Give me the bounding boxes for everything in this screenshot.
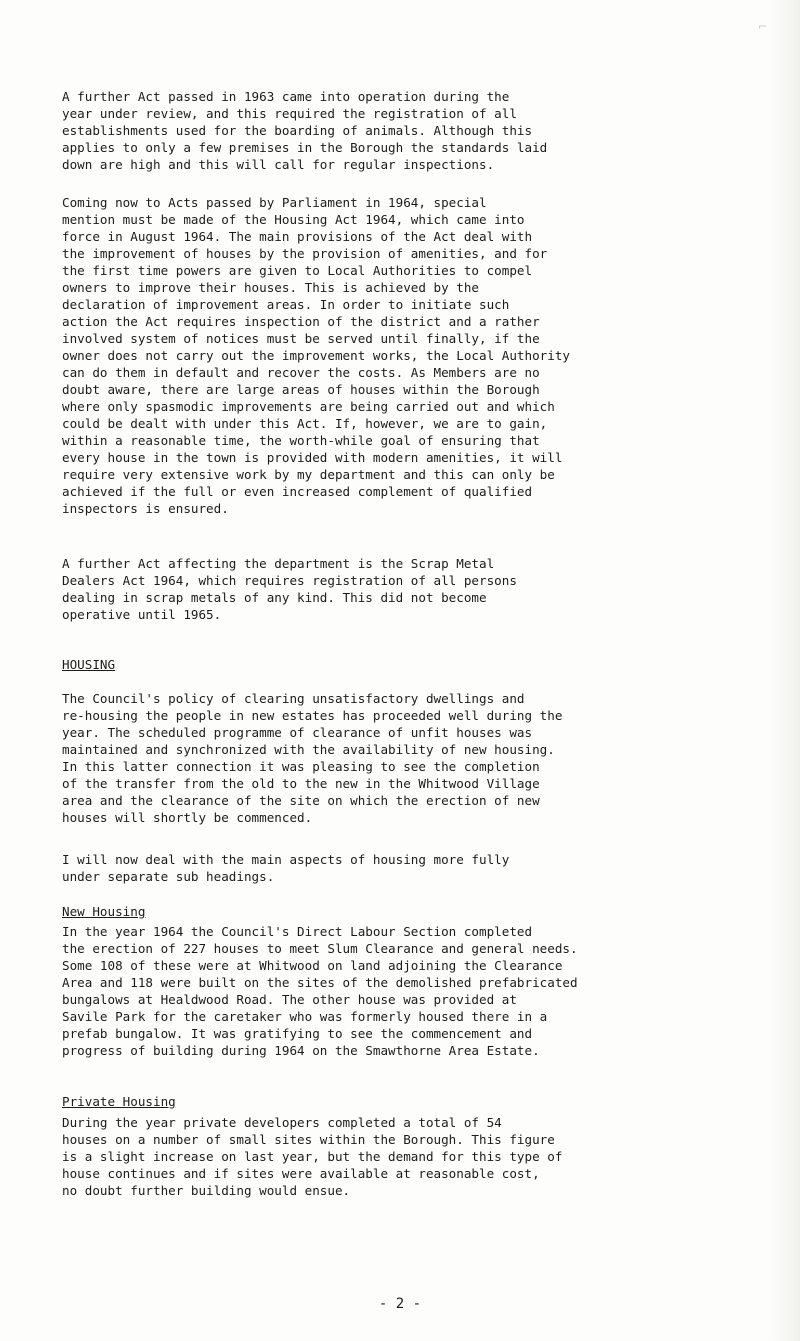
text-line: operative until 1965. bbox=[62, 607, 222, 622]
text-line: where only spasmodic improvements are being carried out and which bbox=[62, 399, 555, 414]
text-line: year. The scheduled programme of clearance of unfit houses was bbox=[62, 725, 533, 740]
text-line: During the year private developers completed a total of 54 bbox=[62, 1115, 502, 1130]
text-line: the first time powers are given to Local Authorities to compel bbox=[62, 263, 533, 278]
text-line: involved system of notices must be served until finally, if the bbox=[62, 331, 540, 346]
paragraph-main-aspects bbox=[62, 851, 752, 885]
text-line: The Council's policy of clearing unsatisfactory dwellings and bbox=[62, 691, 525, 706]
text-line: dealing in scrap metals of any kind. This did not become bbox=[62, 590, 487, 605]
text-line: the improvement of houses by the provision of amenities, and for bbox=[62, 246, 548, 261]
section-heading-new-housing: New Housing bbox=[62, 904, 146, 919]
text-line: maintained and synchronized with the availability of new housing. bbox=[62, 742, 555, 757]
text-line: Area and 118 were built on the sites of the demolished prefabricated bbox=[62, 975, 578, 990]
text-line: owner does not carry out the improvement works, the Local Authority bbox=[62, 348, 570, 363]
text-line: inspectors is ensured. bbox=[62, 501, 229, 516]
text-line: Savile Park for the caretaker who was formerly housed there in a bbox=[62, 1009, 548, 1024]
text-line: Some 108 of these were at Whitwood on land adjoining the Clearance bbox=[62, 958, 563, 973]
text-line: establishments used for the boarding of animals. Although this bbox=[62, 123, 533, 138]
text-line: In this latter connection it was pleasing to see the completion bbox=[62, 759, 540, 774]
text-line: houses will shortly be commenced. bbox=[62, 810, 313, 825]
text-line: the erection of 227 houses to meet Slum Clearance and general needs. bbox=[62, 941, 578, 956]
text-line: under separate sub headings. bbox=[62, 869, 275, 884]
text-line: bungalows at Healdwood Road. The other house was provided at bbox=[62, 992, 517, 1007]
text-line: could be dealt with under this Act. If, however, we are to gain, bbox=[62, 416, 548, 431]
scan-corner-mark: ⌐ bbox=[758, 20, 768, 33]
scan-edge-shadow bbox=[770, 0, 800, 1341]
text-line: house continues and if sites were available at reasonable cost, bbox=[62, 1166, 540, 1181]
text-line: can do them in default and recover the costs. As Members are no bbox=[62, 365, 540, 380]
text-line: require very extensive work by my department and this can only be bbox=[62, 467, 555, 482]
text-line: In the year 1964 the Council's Direct Labour Section completed bbox=[62, 924, 533, 939]
paragraph-new-housing bbox=[62, 923, 752, 1059]
paragraph-private-housing bbox=[62, 1114, 752, 1199]
paragraph-housing-policy bbox=[62, 690, 752, 826]
text-line: Coming now to Acts passed by Parliament in 1964, special bbox=[62, 195, 487, 210]
page-number: - 2 - bbox=[378, 1296, 422, 1312]
text-line: prefab bungalow. It was gratifying to see the commencement and bbox=[62, 1026, 533, 1041]
text-line: declaration of improvement areas. In order to initiate such bbox=[62, 297, 510, 312]
text-line: progress of building during 1964 on the Smawthorne Area Estate. bbox=[62, 1043, 540, 1058]
text-line: within a reasonable time, the worth-while goal of ensuring that bbox=[62, 433, 540, 448]
text-line: Dealers Act 1964, which requires registration of all persons bbox=[62, 573, 517, 588]
paragraph-scrap-metal-act bbox=[62, 555, 752, 623]
section-heading-housing: HOUSING bbox=[62, 657, 116, 672]
text-line: A further Act affecting the department is the Scrap Metal bbox=[62, 556, 495, 571]
text-line: down are high and this will call for regular inspections. bbox=[62, 157, 495, 172]
text-line: mention must be made of the Housing Act 1964, which came into bbox=[62, 212, 525, 227]
text-line: houses on a number of small sites within the Borough. This figure bbox=[62, 1132, 555, 1147]
text-line: force in August 1964. The main provisions of the Act deal with bbox=[62, 229, 533, 244]
text-line: applies to only a few premises in the Borough the standards laid bbox=[62, 140, 548, 155]
text-line: every house in the town is provided with modern amenities, it will bbox=[62, 450, 563, 465]
text-line: no doubt further building would ensue. bbox=[62, 1183, 351, 1198]
text-line: A further Act passed in 1963 came into operation during the bbox=[62, 89, 510, 104]
text-line: doubt aware, there are large areas of houses within the Borough bbox=[62, 382, 540, 397]
text-line: achieved if the full or even increased complement of qualified bbox=[62, 484, 533, 499]
text-line: of the transfer from the old to the new in the Whitwood Village bbox=[62, 776, 540, 791]
section-heading-private-housing: Private Housing bbox=[62, 1094, 176, 1109]
text-line: is a slight increase on last year, but the demand for this type of bbox=[62, 1149, 563, 1164]
text-line: owners to improve their houses. This is achieved by the bbox=[62, 280, 480, 295]
text-line: action the Act requires inspection of the district and a rather bbox=[62, 314, 540, 329]
text-line: I will now deal with the main aspects of housing more fully bbox=[62, 852, 510, 867]
text-line: year under review, and this required the registration of all bbox=[62, 106, 517, 121]
text-line: area and the clearance of the site on which the erection of new bbox=[62, 793, 540, 808]
paragraph-animal-boarding bbox=[62, 88, 752, 173]
paragraph-housing-act bbox=[62, 194, 752, 517]
text-line: re-housing the people in new estates has proceeded well during the bbox=[62, 708, 563, 723]
